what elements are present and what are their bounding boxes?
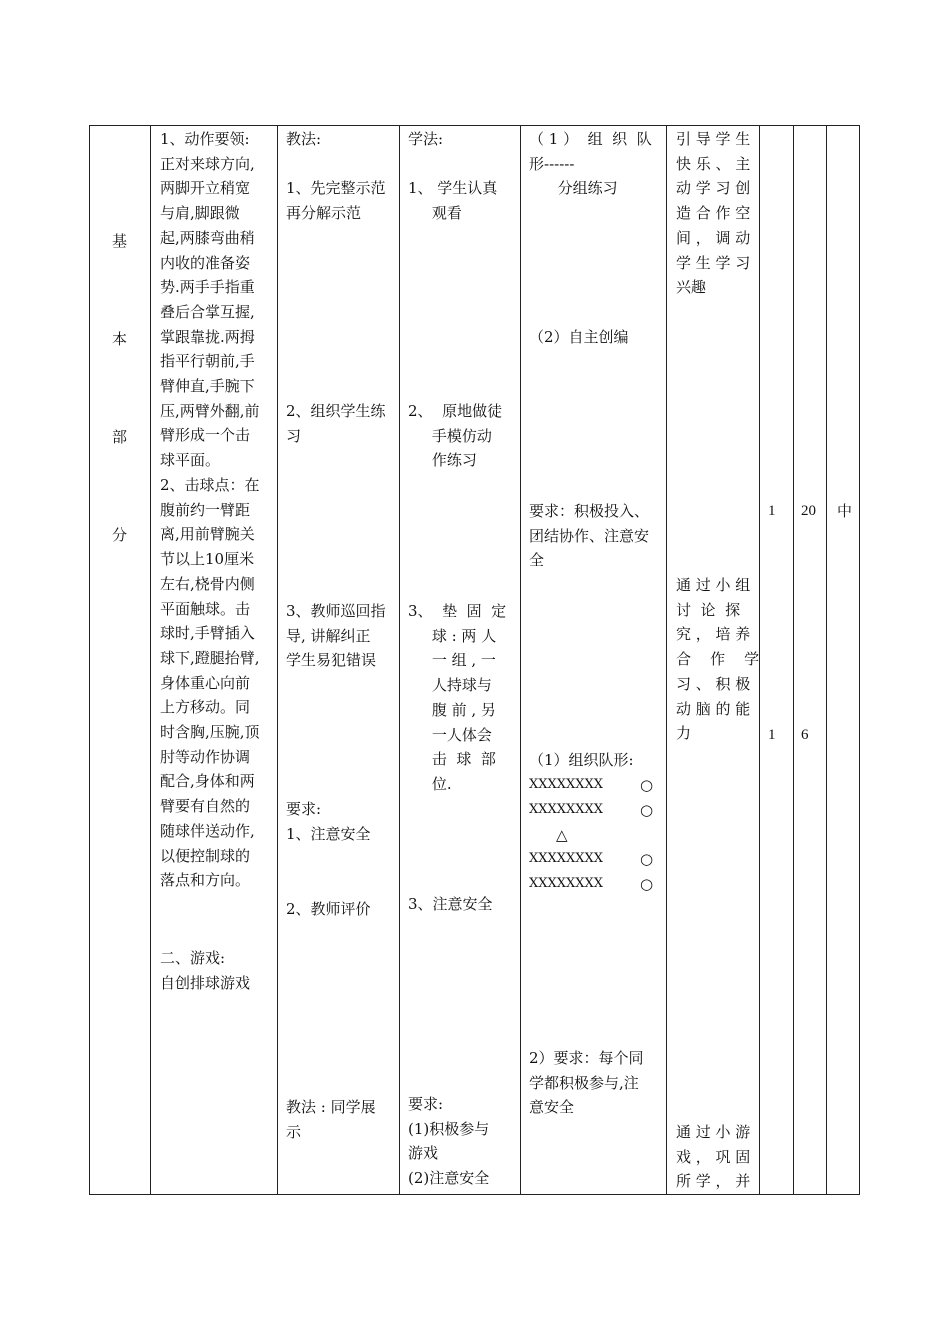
teacher-triangle-icon: △	[556, 826, 568, 844]
teaching-requirements: 要求: 1、注意安全	[286, 800, 371, 843]
lesson-plan-table	[89, 125, 860, 1195]
game-section-text: 二、游戏: 自创排球游戏	[160, 949, 251, 992]
section-label-char: 基	[112, 232, 128, 250]
formation-row: XXXXXXXX	[529, 777, 604, 792]
formation-row: XXXXXXXX	[529, 876, 604, 891]
learning-method-heading: 学法:	[408, 130, 444, 148]
teaching-method-heading: 教法:	[286, 130, 322, 148]
game-learning-requirements: 要求: (1)积极参与 游戏 (2)注意安全	[408, 1095, 490, 1188]
learning-step-3: 3、 垫 固 定 球 : 两 人 一 组 , 一 人持球与 腹 前 , 另 一人体会 击 球 部 位.	[408, 602, 507, 793]
hit-point-text: 2、击球点：在 腹前约一臂距 离,用前臂腕关 节以上10厘米 左右,桡骨内侧 平面触球。击 球时,手臂插入 球下,蹬腿抬臂, 身体重心向前 上方移动。同 时含胸,压腕,顶 肘等动作协调 配合,身体和两 臂要有自然的 随球伴送动作, 以便控制球的 落点和方向。	[160, 476, 260, 890]
column-divider	[277, 126, 278, 1194]
intensity-value: 中	[837, 502, 853, 520]
formation-row: XXXXXXXX	[529, 802, 604, 817]
learning-step-1: 1、 学生认真 观看	[408, 179, 498, 222]
formation-circle: ○	[640, 776, 654, 794]
column-divider	[150, 126, 151, 1194]
organization-requirements: 要求：积极投入、 团结协作、注意安 全	[529, 502, 650, 570]
organization-2: （2）自主创编	[529, 328, 629, 346]
teaching-step-1: 1、先完整示范 再分解示范	[286, 179, 386, 222]
learning-step-2: 2、 原地做徒 手模仿动 作练习	[408, 402, 503, 470]
formation-row: XXXXXXXX	[529, 851, 604, 866]
column-divider	[666, 126, 667, 1194]
time-value: 20	[801, 503, 816, 519]
count-value: 1	[768, 727, 776, 743]
section-label-char: 本	[112, 330, 128, 348]
action-essentials-text: 1、动作要领: 正对来球方向, 两脚开立稍宽 与肩,脚跟微 起,两膝弯曲稍 内收的准备姿 势.两手手指重 叠后合掌互握, 掌跟靠拢.两拇 指平行朝前,手 臂伸直,手腕下 压,两臂外翻,前 臂形成一个击 球平面。	[160, 130, 260, 470]
teacher-evaluation: 2、教师评价	[286, 900, 371, 918]
formation-circle: ○	[640, 801, 654, 819]
formation-title: （1）组织队形:	[529, 751, 634, 769]
teaching-step-2: 2、组织学生练 习	[286, 402, 386, 445]
purpose-3: 通 过 小 游 戏 ， 巩 固 所 学 ， 并	[676, 1123, 751, 1191]
column-divider	[399, 126, 400, 1194]
teaching-step-3: 3、教师巡回指 导, 讲解纠正 学生易犯错误	[286, 602, 386, 670]
section-label-char: 部	[112, 428, 128, 446]
section-label-char: 分	[112, 526, 128, 544]
game-requirements: 2）要求：每个同 学都积极参与,注 意安全	[529, 1049, 644, 1117]
column-divider	[520, 126, 521, 1194]
purpose-1: 引 导 学 生 快 乐 、 主 动 学 习 创 造 合 作 空 间 ， 调 动 学 生 学 习 兴趣	[676, 130, 751, 297]
formation-circle: ○	[640, 875, 654, 893]
organization-1: （ 1 ） 组 织 队 形------ 分组练习	[529, 130, 652, 198]
count-value: 1	[768, 503, 776, 519]
formation-circle: ○	[640, 850, 654, 868]
column-divider	[793, 126, 794, 1194]
learning-safety: 3、注意安全	[408, 895, 493, 913]
column-divider	[826, 126, 827, 1194]
time-value: 6	[801, 727, 809, 743]
game-teaching-method: 教法 : 同学展 示	[286, 1098, 376, 1141]
purpose-2: 通 过 小 组 讨 论 探 究 ， 培 养 合 作 学 习 、 积 极 动 脑 的 能 力	[676, 576, 760, 743]
